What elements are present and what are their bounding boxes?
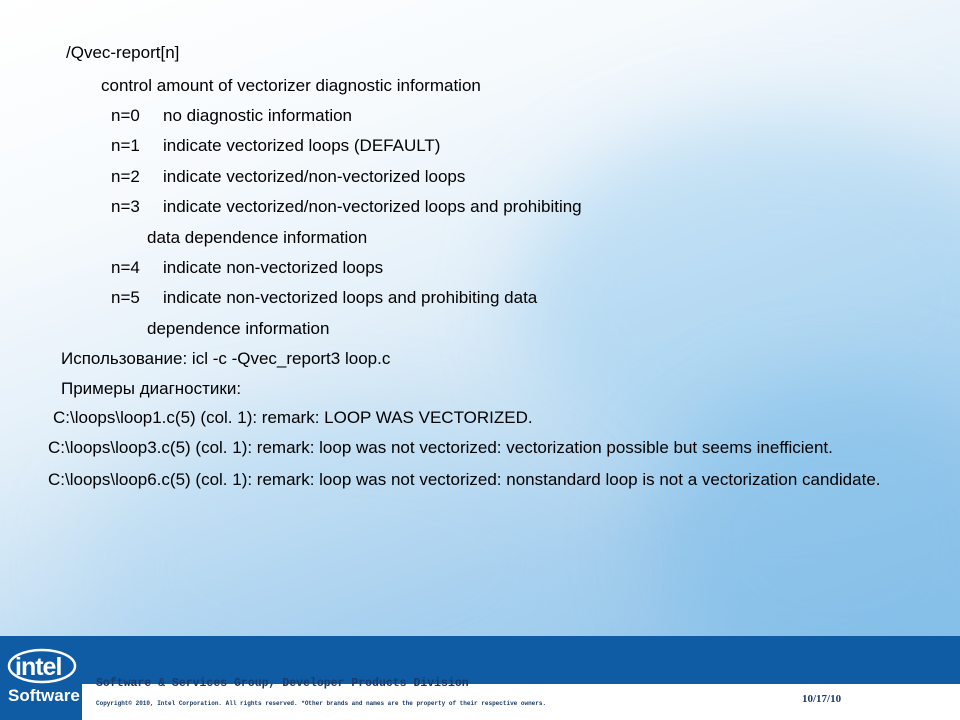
level-text: indicate vectorized loops (DEFAULT) [163,136,441,155]
level-code: n=0 [111,106,140,125]
level-item [111,167,465,187]
division-name: Software & Services Group, Developer Products Division [96,677,469,690]
level-code: n=5 [111,288,140,307]
logo-subtext: Software [8,686,80,705]
option-description: control amount of vectorizer diagnostic information [101,76,481,95]
intel-software-logo [6,646,78,712]
level-item [111,136,440,156]
level-item [111,258,383,278]
level-text: no diagnostic information [163,106,353,125]
level-text: indicate non-vectorized loops and prohibiting data [163,288,538,307]
usage-line: Использование: icl -c -Qvec_report3 loop.c [61,349,391,368]
level-item [111,197,582,217]
level-item [111,288,537,308]
example-line: C:\loops\loop3.c(5) (col. 1): remark: loop was not vectorized: vectorization possible but seems inefficient. [48,438,833,457]
level-code: n=1 [111,136,140,155]
level-item [111,106,352,126]
level-code: n=3 [111,197,140,216]
logo-wordmark: intel [15,653,62,681]
level-text: indicate non-vectorized loops [163,258,384,277]
level-text: indicate vectorized/non-vectorized loops [163,167,466,186]
level-continuation: dependence information [147,319,330,338]
copyright-notice: Copyright© 2010, Intel Corporation. All rights reserved. *Other brands and names are the property of their respective owners. [96,700,547,707]
example-line: C:\loops\loop6.c(5) (col. 1): remark: loop was not vectorized: nonstandard loop is not a vectorization candidate. [48,470,881,489]
level-continuation: data dependence information [147,228,368,247]
slide-date: 10/17/10 [802,693,842,705]
option-header: /Qvec-report[n] [66,43,180,62]
level-text: indicate vectorized/non-vectorized loops and prohibiting [163,197,582,216]
example-line: C:\loops\loop1.c(5) (col. 1): remark: LOOP WAS VECTORIZED. [53,408,533,427]
level-code: n=4 [111,258,140,277]
examples-heading: Примеры диагностики: [61,379,242,398]
level-code: n=2 [111,167,140,186]
